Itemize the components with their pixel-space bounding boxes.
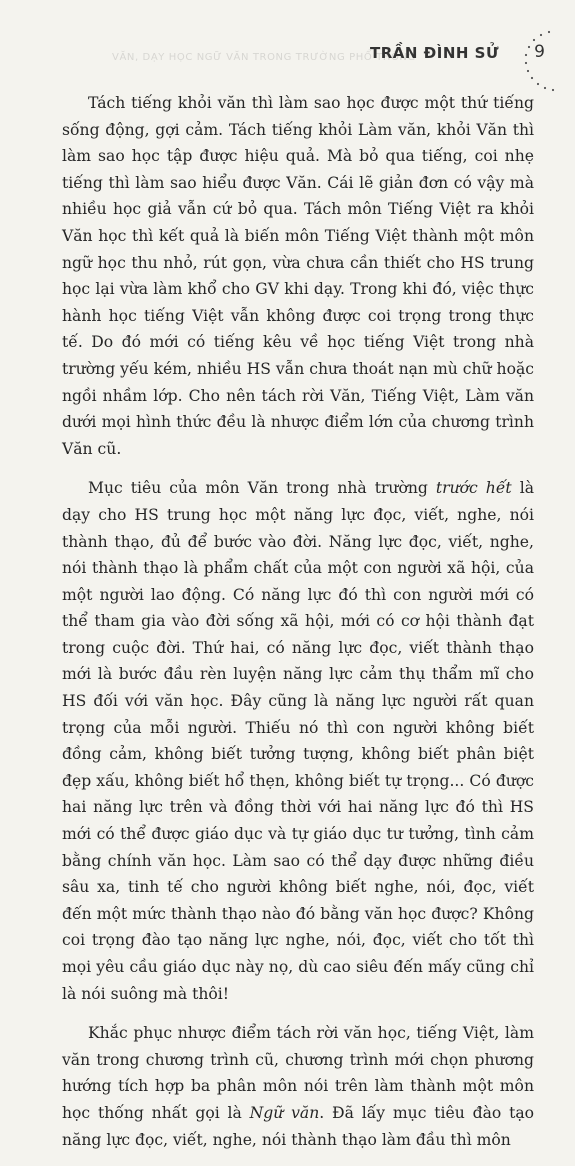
dotted-arc-ornament	[511, 28, 575, 98]
paragraph-2-text-a: Mục tiêu của môn Văn trong nhà trường	[88, 479, 436, 498]
page-header	[0, 0, 575, 92]
paragraph-2-text-b: là dạy cho HS trung học một năng lực đọc, viết, nghe, nói thành thạo, đủ để bước vào đời. Năng lực đọc, viết, nghe, nói thành thạo là phẩm chất của một con người xã hội, của một người lao động. Có năng lực đó thì con người mới có thể tham gia vào đời sống xã hội, mới có cơ hội thành đạt trong cuộc đời. Thứ hai, có năng lực đọc, viết thành thạo mới là bước đầu rèn luyện năng lực cảm thụ thẩm mĩ cho HS đối với văn học. Đây cũng là năng lực người rất quan trọng của mỗi người. Thiếu nó thì con người không biết đồng cảm, không biết tưởng tượng, không biết phân biệt đẹp xấu, không biết hổ thẹn, không biết tự trọng... Có được hai năng lực trên và đồng thời với hai năng lực đó thì HS mới có thể được giáo dục và tự giáo dục tư tưởng, tình cảm bằng chính văn học. Làm sao có thể dạy được những điều sâu xa, tinh tế cho người không biết nghe, nói, đọc, viết đến một mức thành thạo nào đó bằng văn học được? Không coi trọng đào tạo năng lực nghe, nói, đọc, viết cho tốt thì mọi yêu cầu giáo dục này nọ, dù cao siêu đến mấy cũng chỉ là nói suông mà thôi!	[62, 479, 534, 1003]
paragraph-1: Tách tiếng khỏi văn thì làm sao học được một thứ tiếng sống động, gợi cảm. Tách tiếng khỏi Làm văn, khỏi Văn thì làm sao học tập được hiệu quả. Mà bỏ qua tiếng, coi nhẹ tiếng thì làm sao hiểu được Văn. Cái lẽ giản đơn có vậy mà nhiều học giả vẫn cứ bỏ qua. Tách môn Tiếng Việt ra khỏi Văn học thì kết quả là biến môn Tiếng Việt thành một môn ngữ học thu nhỏ, rút gọn, vừa chưa cần thiết cho HS trung học lại vừa làm khổ cho GV khi dạy. Trong khi đó, việc thực hành học tiếng Việt vẫn không được coi trọng trong thực tế. Do đó mới có tiếng kêu về học tiếng Việt trong nhà trường yếu kém, nhiều HS vẫn chưa thoát nạn mù chữ hoặc ngồi nhầm lớp. Cho nên tách rời Văn, Tiếng Việt, Làm văn dưới mọi hình thức đều là nhược điểm lớn của chương trình Văn cũ.	[62, 94, 534, 458]
paragraph-3-emphasis: Ngữ văn	[249, 1103, 320, 1122]
paragraph-3-text-b: . Đã lấy mục tiêu đào tạo năng lực đọc, viết, nghe, nói thành thạo làm đầu thì môn	[62, 1103, 535, 1149]
paragraph-3-text-a: Khắc phục nhược điểm tách rời văn học, tiếng Việt, làm văn trong chương trình cũ, chương trình mới chọn phương hướng tích hợp ba phân môn nói trên làm thành một môn học thống nhất gọi là	[62, 1024, 534, 1122]
running-title: VĂN, DẠY HỌC NGỮ VĂN TRONG TRƯỜNG PHỔ THÔNG	[112, 52, 416, 63]
paragraph-3	[62, 1020, 534, 1153]
page-number: 9	[534, 42, 545, 62]
paragraph-2-emphasis: trước hết	[435, 479, 512, 498]
author-name: TRẦN ĐÌNH SỬ	[370, 44, 499, 62]
paragraph-2	[62, 475, 534, 1007]
body-text	[62, 90, 534, 1166]
